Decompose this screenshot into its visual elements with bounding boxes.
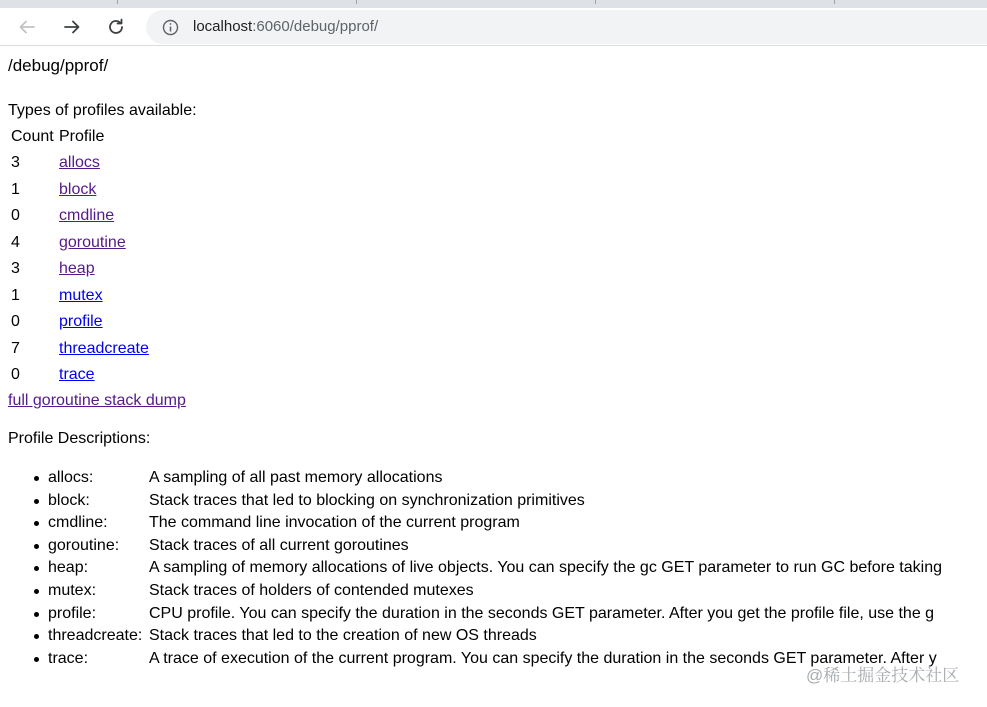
profile-link-goroutine[interactable]: goroutine <box>59 233 126 251</box>
table-row <box>10 203 150 230</box>
reload-icon <box>106 17 126 37</box>
profile-count: 4 <box>11 233 20 251</box>
list-item <box>48 490 987 513</box>
back-arrow-icon <box>17 17 37 37</box>
list-item <box>48 625 987 648</box>
profile-count: 7 <box>11 339 20 357</box>
table-row <box>10 336 150 363</box>
watermark: @稀土掘金技术社区 <box>806 666 960 685</box>
description-profile-name: heap: <box>48 559 89 577</box>
profile-cell <box>58 336 150 363</box>
list-item <box>48 467 987 490</box>
profile-link-block[interactable]: block <box>59 180 97 198</box>
profile-count: 0 <box>11 366 20 383</box>
description-profile-name: block: <box>48 491 90 509</box>
list-item <box>48 535 987 558</box>
description-text: A sampling of memory allocations of live objects. You can specify the gc GET parameter to run GC before taking <box>149 559 942 577</box>
browser-toolbar <box>0 8 987 46</box>
description-text: A sampling of all past memory allocations <box>149 469 443 486</box>
descriptions-heading: Profile Descriptions: <box>8 430 151 447</box>
url-host: localhost <box>193 18 253 35</box>
profile-count: 3 <box>11 154 20 171</box>
profile-descriptions-list <box>48 467 987 670</box>
table-row <box>10 150 150 177</box>
profile-link-cmdline[interactable]: cmdline <box>59 207 115 224</box>
description-profile-name: profile: <box>48 604 97 622</box>
profile-count: 3 <box>11 260 20 277</box>
reload-button[interactable] <box>101 12 131 42</box>
profiles-table-body <box>10 150 150 389</box>
profile-cell <box>58 362 150 389</box>
profile-column-header: Profile <box>59 128 105 145</box>
tab-separator <box>117 0 118 4</box>
table-row <box>10 283 150 310</box>
full-goroutine-stack-dump-link[interactable]: full goroutine stack dump <box>8 392 186 409</box>
list-item <box>48 512 987 535</box>
description-text: A trace of execution of the current program. You can specify the duration in the seconds GET parameter. After y <box>149 649 937 667</box>
tab-separator <box>595 0 596 4</box>
description-text: The command line invocation of the current program <box>149 514 520 532</box>
list-item <box>48 580 987 603</box>
url-path: :6060/debug/pprof/ <box>252 18 379 35</box>
description-text: CPU profile. You can specify the duration in the seconds GET parameter. After you get the profile file, use the g <box>149 604 935 622</box>
profiles-table <box>8 124 152 389</box>
description-text: Stack traces that led to blocking on synchronization primitives <box>149 491 585 509</box>
profile-link-trace[interactable]: trace <box>59 366 95 383</box>
profile-cell <box>58 177 150 204</box>
profile-link-allocs[interactable]: allocs <box>59 154 100 171</box>
list-item <box>48 557 987 580</box>
profile-cell <box>58 309 150 336</box>
back-button[interactable] <box>12 12 42 42</box>
tab-separator <box>356 0 357 4</box>
forward-button[interactable] <box>57 12 87 42</box>
profile-cell <box>58 203 150 230</box>
table-row <box>10 362 150 389</box>
forward-arrow-icon <box>62 17 82 37</box>
description-text: Stack traces of all current goroutines <box>149 536 409 554</box>
description-text: Stack traces that led to the creation of new OS threads <box>149 627 537 645</box>
profile-cell <box>58 283 150 310</box>
profile-link-profile[interactable]: profile <box>59 313 103 330</box>
description-profile-name: trace: <box>48 649 89 667</box>
profile-link-heap[interactable]: heap <box>59 260 95 277</box>
profile-link-threadcreate[interactable]: threadcreate <box>59 339 149 357</box>
profile-cell <box>58 230 150 257</box>
profile-link-mutex[interactable]: mutex <box>59 286 103 304</box>
tab-strip <box>0 0 987 8</box>
page-title: /debug/pprof/ <box>8 56 109 75</box>
table-row <box>10 177 150 204</box>
table-header-row <box>10 124 150 150</box>
list-item <box>48 603 987 626</box>
description-profile-name: goroutine: <box>48 536 120 554</box>
description-profile-name: cmdline: <box>48 514 108 532</box>
description-profile-name: allocs: <box>48 469 94 486</box>
address-bar[interactable] <box>146 10 987 44</box>
tab-separator <box>834 0 835 4</box>
description-profile-name: threadcreate: <box>48 627 143 645</box>
table-row <box>10 256 150 283</box>
info-icon[interactable] <box>162 19 179 36</box>
profile-cell <box>58 256 150 283</box>
profile-count: 0 <box>11 207 20 224</box>
description-text: Stack traces of holders of contended mutexes <box>149 581 474 599</box>
profile-count: 0 <box>11 313 20 330</box>
count-column-header: Count <box>11 128 54 145</box>
table-row <box>10 309 150 336</box>
profile-count: 1 <box>11 286 20 304</box>
description-profile-name: mutex: <box>48 581 97 599</box>
profile-cell <box>58 150 150 177</box>
profile-count: 1 <box>11 180 20 198</box>
types-heading: Types of profiles available: <box>8 102 197 119</box>
table-row <box>10 230 150 257</box>
address-url[interactable] <box>193 18 378 36</box>
